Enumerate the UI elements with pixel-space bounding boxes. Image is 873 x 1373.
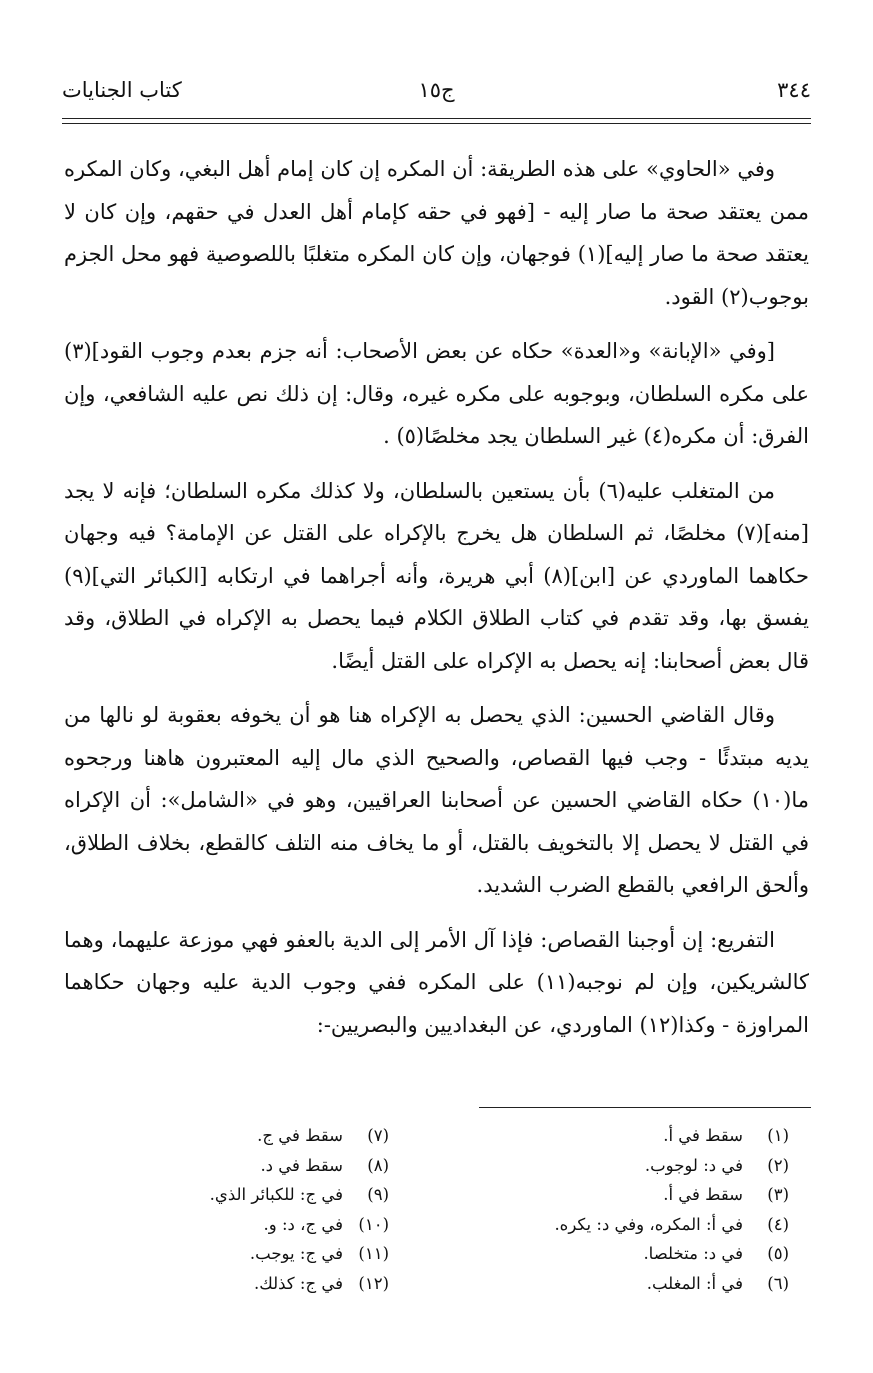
paragraph: التفريع: إن أوجبنا القصاص: فإذا آل الأمر إلى الدية بالعفو فهي موزعة عليهما، وهما كالشريكين، وإن لم نوجبه(١١) على المكره ففي وجوب الدية عليه وجهان حكاهما المراوزة - وكذا(١٢) الماوردي، عن البغداديين والبصريين-: [64,927,810,1037]
footnotes-column-right [429,1121,789,1298]
footnote [429,1151,789,1181]
footnotes-column-left [29,1121,389,1298]
footnote-text: في ج: للكبائر الذي. [209,1185,343,1204]
footnote-number: (٥) [767,1244,789,1263]
footnote [429,1269,789,1299]
footnote-text: في ج: كذلك. [253,1273,343,1293]
footnote-number: (١١) [358,1244,389,1263]
footnote [429,1239,789,1269]
footnote-number: (٨) [367,1155,389,1175]
footnote-number: (٢) [767,1155,789,1175]
footnote-number: (٦) [767,1273,789,1293]
footnote-text: في د: متخلصا. [643,1244,743,1263]
footnote-text: في أ: المكره، وفي د: يكره. [554,1214,743,1234]
main-text [64,148,809,1058]
book-title: كتاب الجنايات [62,78,182,102]
footnote-text: في ج، د: و. [263,1214,343,1234]
footnote-number: (٧) [367,1126,389,1145]
footnote-text: في ج: يوجب. [249,1244,343,1263]
footnote-number: (٤) [767,1214,789,1234]
footnote-divider [479,1107,811,1108]
footnote-text: سقط في ج. [257,1126,343,1145]
footnote [29,1151,389,1181]
page-header [62,78,811,114]
header-rule-bottom [62,123,811,124]
footnote-text: في د: لوجوب. [644,1155,743,1175]
footnote [429,1210,789,1240]
header-rule-top [62,118,811,119]
footnote [29,1180,389,1210]
footnote [429,1180,789,1210]
footnote [429,1121,789,1151]
footnote [29,1121,389,1151]
footnote-text: سقط في د. [260,1155,343,1175]
paragraph: من المتغلب عليه(٦) بأن يستعين بالسلطان، ولا كذلك مكره السلطان؛ فإنه لا يجد [منه](٧) مخلصًا، ثم السلطان هل يخرج بالإكراه على القتل عن الإمامة؟ فيه وجهان حكاهما الماوردي عن [ابن](٨) أبي هريرة، وأنه أجراهما في ارتكابه [الكبائر التي](٩) يفسق بها، وقد تقدم في كتاب الطلاق الكلام فيما يحصل به الإكراه في الطلاق، وقد قال بعض أصحابنا: إنه يحصل به الإكراه على القتل أيضًا. [64,478,809,673]
footnote-number: (١٠) [358,1214,389,1234]
footnotes [64,1121,809,1321]
page-number: ٣٤٤ [777,78,811,102]
footnote-text: سقط في أ. [663,1185,743,1204]
paragraph: وقال القاضي الحسين: الذي يحصل به الإكراه هنا هو أن يخوفه بعقوبة لو نالها من يديه مبتدئًا - وجب فيها القصاص، والصحيح الذي مال إليه المعتبرون هاهنا ورجحوه ما(١٠) حكاه القاضي الحسين عن أصحابنا العراقيين، وهو في «الشامل»: أن الإكراه في القتل لا يحصل إلا بالتخويف بالقتل، أو ما يخاف منه التلف كالقطع، بخلاف الطلاق، وألحق الرافعي بالقطع الضرب الشديد. [64,703,809,897]
footnote-number: (٩) [367,1185,389,1204]
volume-label: ج١٥ [418,78,455,102]
footnote [29,1269,389,1299]
footnote-number: (٣) [767,1185,789,1204]
paragraph: وفي «الحاوي» على هذه الطريقة: أن المكره إن كان إمام أهل البغي، وكان المكره ممن يعتقد صحة ما صار إليه - [فهو في حقه كإمام أهل العدل في حقهم، وإن كان لا يعتقد صحة ما صار إليه](١) فوجهان، وإن كان المكره متغلبًا باللصوصية فهو محل الجزم بوجوب(٢) القود. [64,157,809,309]
footnote [29,1210,389,1240]
footnote-text: في أ: المغلب. [646,1273,743,1293]
footnote-number: (١٢) [358,1273,389,1293]
paragraph: [وفي «الإبانة» و«العدة» حكاه عن بعض الأصحاب: أنه جزم بعدم وجوب القود](٣) على مكره السلطان، وبوجوبه على مكره غيره، وقال: إن ذلك نص عليه الشافعي، وإن الفرق: أن مكره(٤) غير السلطان يجد مخلصًا(٥) . [64,339,809,448]
footnote [29,1239,389,1269]
footnote-number: (١) [767,1126,789,1145]
footnote-text: سقط في أ. [663,1126,743,1145]
